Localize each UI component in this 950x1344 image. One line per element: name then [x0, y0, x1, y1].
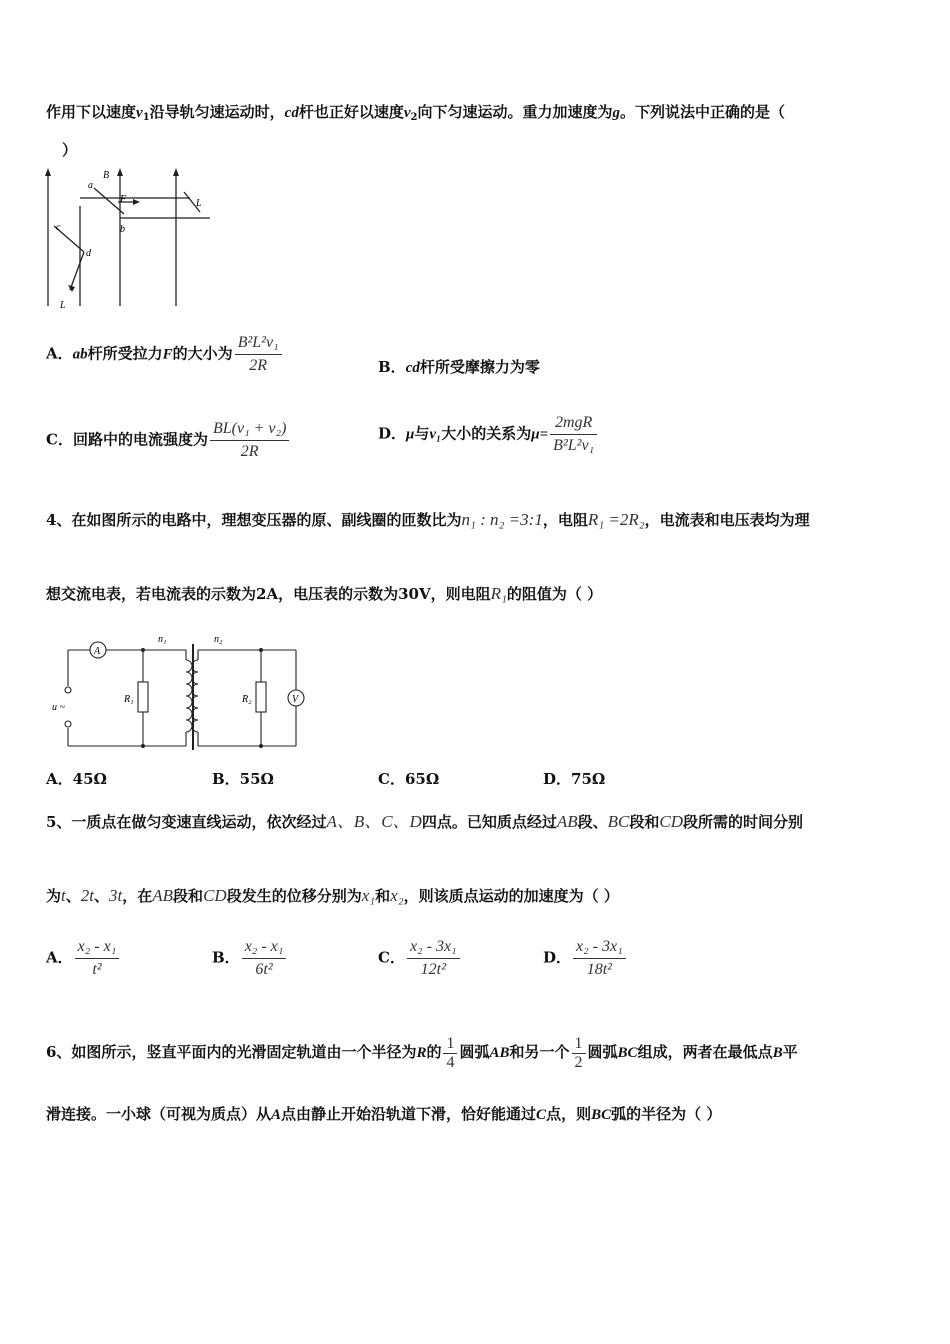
q4-R1-label: R₁ [124, 694, 134, 705]
q6-BC: BC [591, 1107, 612, 1123]
fraction-numerator: B²L²v₁ [235, 332, 282, 355]
q5-sep: 、 [65, 887, 81, 905]
option-letter: B． [212, 948, 240, 967]
q5-optC-fraction [407, 936, 460, 981]
q3-label-a: a [88, 180, 93, 191]
q3-stem-line1 [46, 102, 785, 128]
q4-ammeter-label: A [94, 646, 101, 657]
q5-option-d[interactable] [543, 936, 628, 981]
q6-R: R [416, 1045, 427, 1061]
q4-stem-line1 [46, 510, 810, 530]
q4-text: 4、在如图所示的电路中，理想变压器的原、副线圈的匝数比为 [46, 511, 462, 529]
fraction-numerator: x₂ - 3x₁ [407, 936, 460, 959]
q6-text: 滑连接。一小球（可视为质点）从 [46, 1105, 272, 1123]
q5-text: 段和 [629, 813, 660, 831]
q3-optC-fraction [210, 418, 289, 463]
q3-stem-text: 沿导轨匀速运动时， [149, 103, 285, 121]
q5-BC: BC [607, 812, 630, 831]
q3-v1: v [136, 105, 143, 121]
q5-stem-line1 [46, 812, 803, 832]
q3-optD-fraction [550, 412, 597, 457]
q5-points: A、B、C、D [326, 812, 422, 831]
q3-ab: ab [72, 346, 88, 363]
q5-text: 段、 [577, 813, 608, 831]
q5-text: 为 [46, 887, 62, 905]
q6-stem-line2 [46, 1104, 721, 1125]
q5-text: 5、一质点在做匀变速直线运动，依次经过 [46, 813, 327, 831]
q3-v2-sub: 2 [410, 112, 418, 123]
fraction-numerator: 2mgR [550, 412, 597, 435]
q6-B: B [772, 1045, 783, 1061]
q3-label-L-bottom: L [60, 300, 66, 311]
q3-rails-figure [40, 166, 220, 316]
q6-text: 点，则 [546, 1105, 592, 1123]
q5-AB: AB [556, 812, 578, 831]
q3-v1: v₁ [429, 426, 442, 443]
q3-label-F: F [120, 194, 127, 205]
q5-x2: x₂ [390, 886, 404, 905]
fraction-denominator: 2R [240, 443, 259, 460]
q6-text: 圆弧 [587, 1043, 618, 1061]
q3-stem-text: 。下列说法中正确的是（ [620, 103, 786, 121]
q5-optA-fraction [75, 936, 120, 981]
q3-stem-close: ） [62, 141, 78, 159]
q6-text: 弧的半径为（ ） [611, 1105, 722, 1123]
fraction-numerator: x₂ - 3x₁ [573, 936, 626, 959]
q3-label-c: c [56, 222, 61, 233]
q4-option-a[interactable]: A．45Ω [46, 770, 107, 788]
q5-text: 段所需的时间分别 [683, 813, 804, 831]
q3-label-B: B [103, 170, 110, 181]
q6-AB: AB [489, 1045, 510, 1061]
q6-text: 平 [782, 1043, 798, 1061]
fraction-denominator: t² [92, 961, 102, 978]
q5-x1: x₁ [361, 886, 376, 905]
q6-text: 和另一个 [509, 1043, 570, 1061]
q6-text: 6、如图所示，竖直平面内的光滑固定轨道由一个半径为 [46, 1043, 417, 1061]
q3-v1-sub: 1 [142, 112, 150, 123]
q6-BC: BC [617, 1045, 638, 1061]
option-text: 的大小为 [172, 344, 233, 363]
q3-v2: v [403, 105, 411, 121]
q3-option-b[interactable] [378, 356, 540, 377]
q6-quarter-fraction [443, 1035, 457, 1072]
option-letter: C． [378, 948, 405, 967]
option-letter: D． [543, 948, 572, 967]
fraction-denominator: 2R [249, 357, 268, 374]
q5-optD-fraction [573, 936, 626, 981]
fraction-denominator: 2 [574, 1053, 583, 1071]
fraction-numerator: x₂ - x₁ [75, 936, 120, 959]
q5-text: 和 [375, 887, 391, 905]
q3-option-a[interactable] [46, 332, 284, 377]
q5-text: 四点。已知质点经过 [421, 813, 557, 831]
q5-AB: AB [152, 886, 174, 905]
q5-text: ，在 [122, 887, 153, 905]
q4-stem-line2 [46, 584, 602, 604]
q3-label-b: b [120, 224, 125, 235]
q5-optB-fraction [242, 936, 287, 981]
q6-C: C [536, 1107, 547, 1123]
q5-t1: t [61, 886, 66, 905]
q5-t2: 2t [80, 886, 94, 905]
q3-stem-text: 作用下以速度 [46, 103, 137, 121]
q6-stem-line1 [46, 1032, 798, 1073]
option-text: 杆所受拉力 [87, 344, 163, 363]
q5-text: 段和 [173, 887, 204, 905]
q5-text: 段发生的位移分别为 [226, 887, 362, 905]
q3-stem-text: 向下匀速运动。重力加速度为 [417, 103, 613, 121]
q4-voltmeter-label: V [292, 694, 299, 705]
q5-text: ，则该质点运动的加速度为（ ） [403, 887, 619, 905]
q3-stem-text: 杆也正好以速度 [298, 103, 404, 121]
fraction-denominator: 6t² [255, 961, 273, 978]
fraction-numerator: 1 [572, 1035, 586, 1054]
q5-sep: 、 [94, 887, 110, 905]
q4-resistor-relation: R₁ =2R₂ [587, 510, 645, 529]
option-letter: A． [46, 344, 73, 363]
q6-text: 点由静止开始沿轨道下滑，恰好能通过 [281, 1105, 537, 1123]
option-text: 大小的关系为 [441, 424, 532, 443]
q4-R1: R₁ [490, 584, 507, 603]
option-text: 与 [414, 424, 430, 443]
q4-n2-label: n₂ [214, 634, 223, 645]
q4-text: 想交流电表，若电流表的示数为2A，电压表的示数为30V，则电阻 [46, 585, 491, 603]
q5-CD: CD [203, 886, 227, 905]
q4-source-label: u ~ [52, 702, 65, 713]
q4-option-d[interactable]: D．75Ω [543, 770, 606, 788]
q5-option-a[interactable] [46, 936, 121, 981]
q6-A: A [271, 1107, 282, 1123]
option-text: 杆所受摩擦力为零 [419, 358, 540, 376]
option-letter: D． [378, 424, 407, 443]
q3-g: g [612, 105, 621, 121]
q4-circuit-figure [50, 630, 310, 755]
q3-label-L-top: L [196, 198, 202, 209]
q3-cd: cd [405, 360, 420, 376]
fraction-denominator: B²L²v₁ [553, 437, 595, 454]
fraction-numerator: 1 [443, 1035, 457, 1054]
q6-text: 的 [426, 1043, 442, 1061]
q3-label-d: d [86, 248, 91, 259]
q5-CD: CD [659, 812, 684, 831]
option-letter: B． [378, 358, 406, 376]
q3-mu: μ [406, 426, 415, 443]
q4-text: ，电流表和电压表均为理 [644, 511, 810, 529]
option-letter: C． [46, 430, 73, 449]
q3-F: F [162, 346, 173, 363]
q6-text: 圆弧 [459, 1043, 490, 1061]
fraction-numerator: BL(v₁ + v₂) [210, 418, 289, 441]
q4-text: ，电阻 [542, 511, 588, 529]
q4-ratio: n₁ : n₂ =3:1 [461, 510, 543, 529]
q3-option-d[interactable] [378, 412, 599, 457]
q4-option-c[interactable]: C．65Ω [378, 770, 440, 788]
fraction-denominator: 4 [446, 1053, 455, 1071]
q3-mu-eq: μ= [531, 426, 549, 443]
q6-text: 组成，两者在最低点 [637, 1043, 773, 1061]
q4-R2-label: R₂ [242, 694, 252, 705]
fraction-denominator: 12t² [420, 961, 446, 978]
q3-cd: cd [284, 105, 299, 121]
q4-text: 的阻值为（ ） [506, 585, 603, 603]
fraction-numerator: x₂ - x₁ [242, 936, 287, 959]
q6-half-fraction [572, 1035, 586, 1072]
q5-t3: 3t [109, 886, 123, 905]
q3-optA-fraction [235, 332, 282, 377]
fraction-denominator: 18t² [586, 961, 612, 978]
option-letter: A． [46, 948, 73, 967]
q4-n1-label: n₁ [158, 634, 167, 645]
q5-option-c[interactable] [378, 936, 462, 981]
q5-stem-line2 [46, 886, 619, 906]
q5-option-b[interactable] [212, 936, 288, 981]
q4-option-b[interactable]: B．55Ω [212, 770, 274, 788]
q3-option-c[interactable] [46, 418, 291, 463]
option-text: 回路中的电流强度为 [72, 430, 208, 449]
